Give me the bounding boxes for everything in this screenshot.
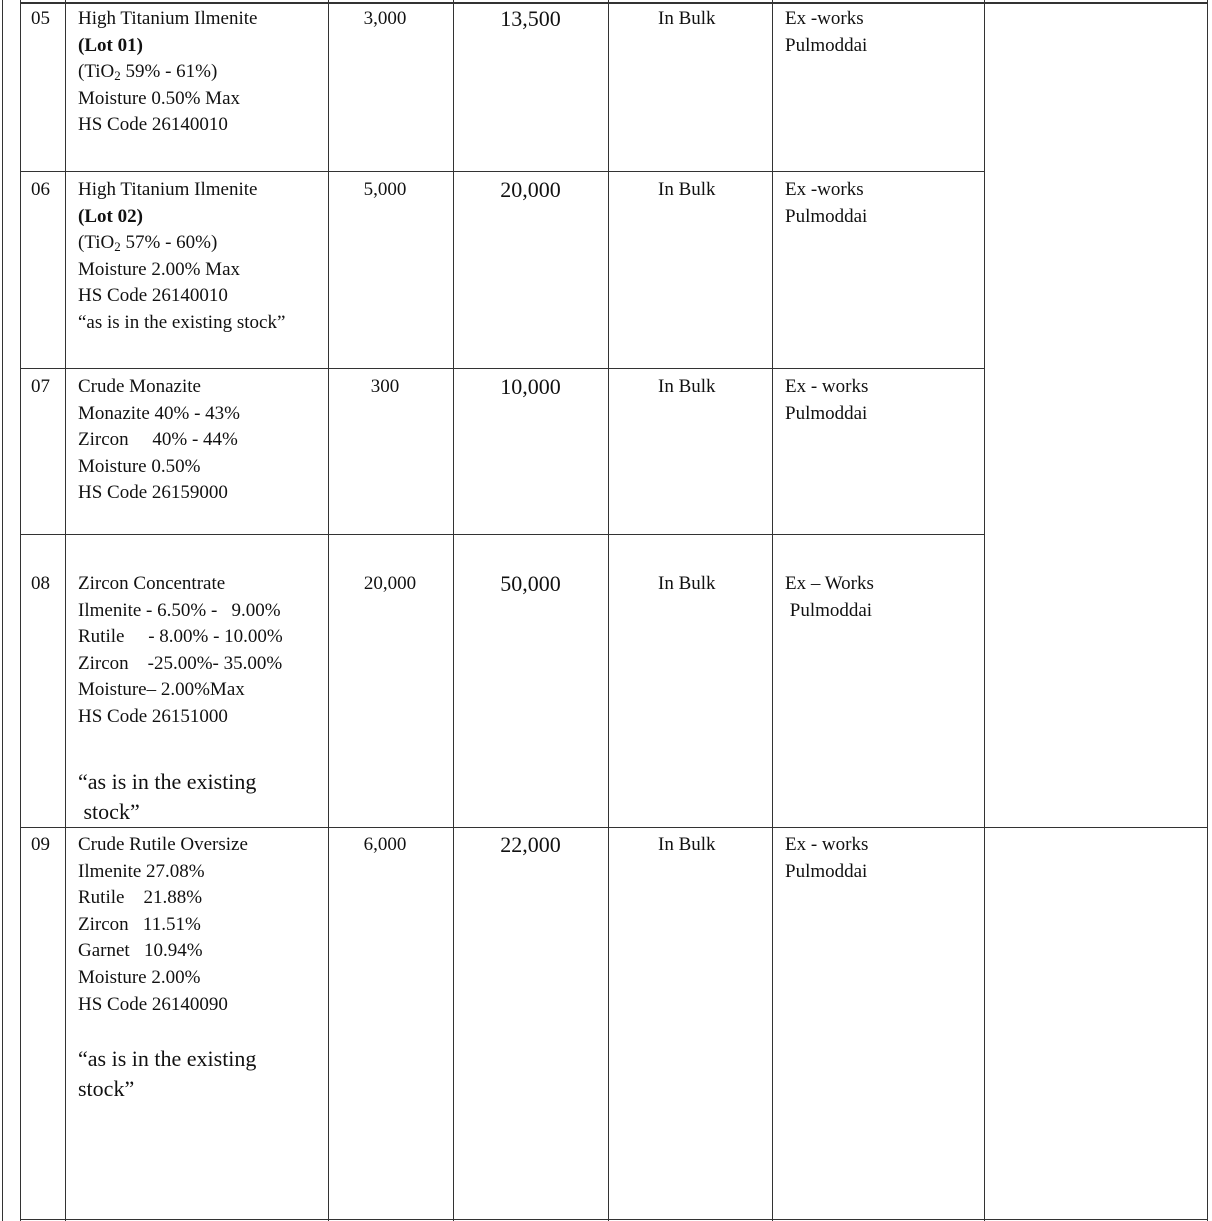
quantity: 3,000 [363, 8, 407, 29]
description-line: 57% - 60%) [120, 232, 218, 254]
row-number: 05 [31, 8, 50, 29]
lot-label: (Lot 01) [78, 34, 143, 56]
row-border [20, 171, 984, 172]
col-border [1207, 0, 1208, 1221]
packing: In Bulk [658, 376, 716, 397]
packing: In Bulk [658, 179, 716, 200]
delivery-line: Pulmoddai [785, 205, 868, 227]
description-line: Moisture 2.00% Max [78, 258, 241, 280]
stock-note-line: stock” [78, 799, 140, 824]
description-line: Moisture 2.00% [78, 966, 201, 988]
packing: In Bulk [658, 8, 716, 29]
stock-note-line: “as is in the existing [78, 1046, 257, 1071]
amount: 22,000 [500, 832, 561, 857]
quantity: 6,000 [363, 834, 407, 855]
description-line: Rutile - 8.00% - 10.00% [78, 626, 283, 648]
quantity: 5,000 [363, 179, 407, 200]
delivery-line: Ex -works [785, 8, 864, 29]
delivery-terms [785, 832, 868, 885]
item-description [78, 177, 285, 337]
description-line: HS Code 26140090 [78, 993, 228, 1015]
description-line: HS Code 26140010 [78, 285, 228, 307]
item-description [78, 571, 283, 731]
description-line: 59% - 61%) [120, 61, 218, 83]
col-border [984, 0, 985, 1221]
description-line: Moisture 0.50% Max [78, 87, 241, 109]
stock-note [78, 1044, 256, 1104]
delivery-line: Ex -works [785, 179, 864, 200]
description-line: Moisture 0.50% [78, 455, 201, 477]
col-border [65, 0, 66, 1221]
quantity: 300 [370, 376, 400, 397]
description-line: Monazite 40% - 43% [78, 402, 240, 424]
delivery-terms [785, 571, 874, 624]
row-number: 09 [31, 834, 50, 855]
lot-label: (Lot 02) [78, 205, 143, 227]
row-border [20, 1219, 1208, 1220]
row-number: 07 [31, 376, 50, 397]
delivery-line: Pulmoddai [785, 599, 873, 621]
col-border [20, 0, 21, 1221]
description-line: Garnet 10.94% [78, 940, 203, 962]
left-margin-line [2, 0, 3, 1221]
description-line: HS Code 26159000 [78, 482, 228, 504]
delivery-line: Ex – Works [785, 573, 874, 594]
item-description [78, 6, 257, 139]
description-line: Ilmenite 27.08% [78, 860, 205, 882]
item-description [78, 832, 248, 1018]
delivery-line: Ex - works [785, 376, 869, 397]
amount: 13,500 [500, 6, 561, 31]
description-line: Crude Rutile Oversize [78, 834, 248, 855]
quantity: 20,000 [363, 573, 417, 594]
delivery-terms [785, 6, 867, 59]
description-line: High Titanium Ilmenite [78, 179, 258, 200]
delivery-line: Pulmoddai [785, 860, 868, 882]
row-number: 06 [31, 179, 50, 200]
description-line: Zircon -25.00%- 35.00% [78, 652, 283, 674]
description-line: Rutile 21.88% [78, 887, 203, 909]
description-line: HS Code 26140010 [78, 114, 228, 136]
delivery-line: Pulmoddai [785, 402, 868, 424]
row-border [20, 827, 1208, 828]
delivery-line: Ex - works [785, 834, 869, 855]
item-description [78, 374, 240, 507]
description-line: Ilmenite - 6.50% - 9.00% [78, 599, 281, 621]
description-line: (TiO [78, 61, 115, 83]
delivery-terms [785, 177, 867, 230]
delivery-terms [785, 374, 868, 427]
description-line: Zircon 11.51% [78, 913, 201, 935]
stock-note-line: stock” [78, 1076, 135, 1101]
description-line: Zircon Concentrate [78, 573, 226, 594]
row-border [20, 368, 984, 369]
packing: In Bulk [658, 834, 716, 855]
description-line: (TiO [78, 232, 115, 254]
description-line: Moisture– 2.00%Max [78, 679, 245, 701]
packing: In Bulk [658, 573, 716, 594]
col-border [772, 0, 773, 1221]
stock-note-line: “as is in the existing [78, 769, 257, 794]
row-border [20, 534, 984, 535]
amount: 50,000 [500, 571, 561, 596]
description-line: High Titanium Ilmenite [78, 8, 258, 29]
description-line: “as is in the existing stock” [78, 311, 286, 333]
row-number: 08 [31, 573, 50, 594]
description-line: HS Code 26151000 [78, 705, 228, 727]
description-line: Crude Monazite [78, 376, 201, 397]
description-line: Zircon 40% - 44% [78, 429, 238, 451]
table-top-border [20, 2, 1208, 4]
stock-note [78, 767, 256, 827]
subscript: 2 [114, 239, 121, 255]
col-border [608, 0, 609, 1221]
amount: 20,000 [500, 177, 561, 202]
subscript: 2 [114, 68, 121, 84]
amount: 10,000 [500, 374, 561, 399]
delivery-line: Pulmoddai [785, 34, 868, 56]
